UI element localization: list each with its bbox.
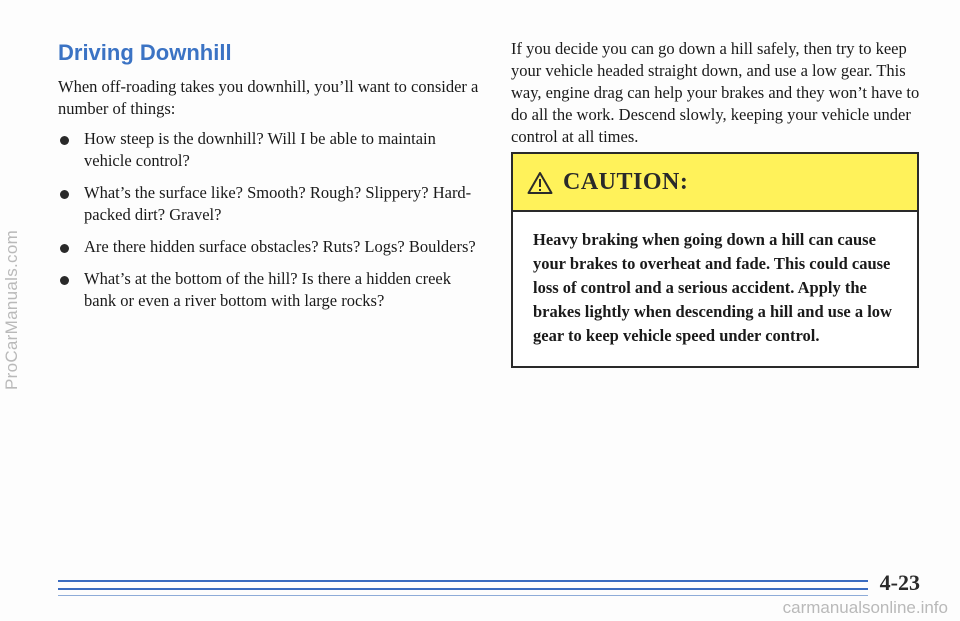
intro-paragraph: When off-roading takes you downhill, you’ll want to consider a number of things: [58,77,479,118]
list-item [58,236,483,258]
bullet-dot-icon [60,276,69,285]
section-title: Driving Downhill [58,40,232,65]
list-item-text: How steep is the downhill? Will I be able to maintain vehicle control? [84,129,436,170]
warning-triangle-icon [527,171,553,195]
list-item [58,128,483,172]
watermark-procarmanuals: ProCarManuals.com [2,229,21,391]
caution-box [511,152,919,368]
list-item [58,182,483,226]
footer-rule [58,595,868,596]
caution-text: Heavy braking when going down a hill can cause your brakes to overheat and fade. This could cause loss of control and a serious accident. Apply the brakes lightly when descending a hill and use a low gear to keep vehicle speed under control. [533,230,892,345]
bullet-dot-icon [60,190,69,199]
list-item [58,268,483,312]
bullet-dot-icon [60,136,69,145]
right-column [511,38,921,148]
footer-rule [58,580,868,582]
left-column [58,40,483,322]
footer-watermark-url: carmanualsonline.info [782,598,948,617]
list-item-text: What’s at the bottom of the hill? Is there a hidden creek bank or even a river bottom with large rocks? [84,269,451,310]
descent-paragraph: If you decide you can go down a hill safely, then try to keep your vehicle headed straight down, and use a low gear. This way, engine drag can help your brakes and they won’t have to do all the work. Descend slowly, keeping your vehicle under control at all times. [511,39,920,146]
list-item-text: What’s the surface like? Smooth? Rough? Slippery? Hard-packed dirt? Gravel? [84,183,472,224]
page-number: 4-23 [879,570,920,595]
bullet-dot-icon [60,244,69,253]
consideration-list [58,128,483,312]
caution-header [513,154,917,212]
caution-title: CAUTION: [563,168,689,195]
list-item-text: Are there hidden surface obstacles? Ruts? Logs? Boulders? [84,237,476,256]
footer-rule [58,588,868,590]
